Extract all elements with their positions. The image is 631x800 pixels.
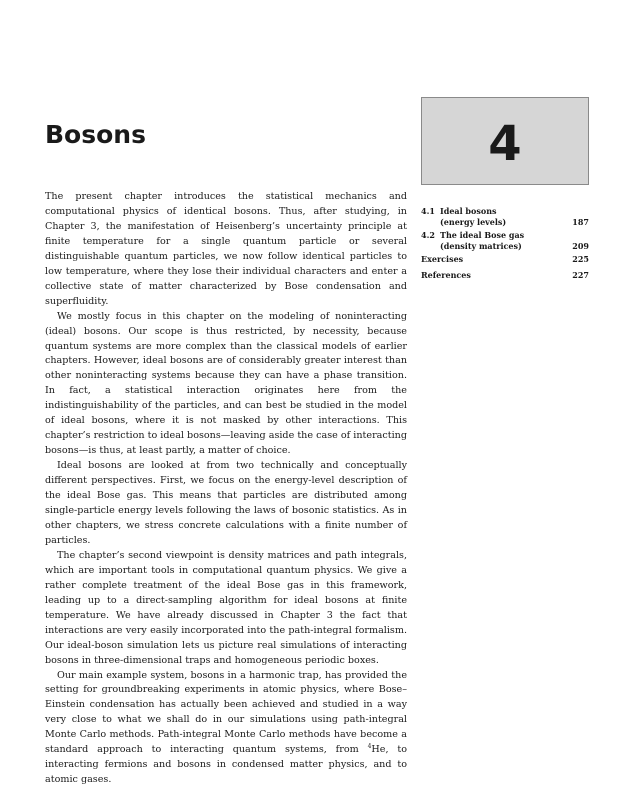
chapter-title: Bosons <box>45 120 146 149</box>
toc-entry-page: 187 <box>572 216 589 227</box>
toc-references-label: References <box>421 269 471 280</box>
toc-entry-number: 4.1 <box>421 206 435 216</box>
body-paragraph: We mostly focus in this chapter on the modeling of noninteracting (ideal) bosons. Our scope is thus restricted, by necessity, because quantum systems are more complex than the classical models of earlier chapters. However, ideal bosons are of considerably greater interest than other noninteracting systems because they can have a phase transition. In fact, a statistical interaction originates here from the indistinguishability of the particles, and can best be studied in the model of ideal bosons, where it is not masked by other interactions. This chapter’s restriction to ideal bosons—leaving aside the case of interacting bosons—is thus, at least partly, a matter of choice. <box>45 310 407 457</box>
toc-entry-references[interactable] <box>421 270 589 281</box>
toc-references-page: 227 <box>572 269 589 280</box>
body-text-segment: Our main example system, bosons in a harmonic trap, has provided the setting for groundbreaking experiments in atomic physics, where Bose–Einstein condensation has actually been achieved and studied in a way very close to what we shall do in our simulations using path-integral Monte Carlo methods. Path-integral Monte Carlo methods have become a standard approach to interacting quantum systems, from <box>45 669 407 756</box>
toc-entry-4-1[interactable] <box>421 206 589 227</box>
body-paragraph-last <box>45 669 407 789</box>
body-paragraph: Ideal bosons are looked at from two technically and conceptually different perspectives. First, we focus on the energy-level description of the ideal Bose gas. This means that particles are distributed among single-particle energy levels following the laws of bosonic statistics. As in other chapters, we stress concrete calculations with a finite number of particles. <box>45 460 407 546</box>
isotope-symbol: He <box>371 744 386 756</box>
body-paragraph: The present chapter introduces the statistical mechanics and computational physics of identical bosons. Thus, after studying, in Chapter 3, the manifestation of Heisenberg’s uncertainty principle at finite temperature for a single quantum particle or several distinguishable quantum particles, we now follow identical particles to low temperature, where they lose their individual characters and enter a collective state of matter characterized by Bose condensation and superfluidity. <box>45 191 407 307</box>
toc-entry-exercises[interactable] <box>421 254 589 265</box>
toc-entry-subtitle: (density matrices) <box>440 240 522 251</box>
toc-entry-4-2[interactable] <box>421 230 589 251</box>
chapter-number: 4 <box>488 116 522 172</box>
body-text-segment: , to interacting fermions and bosons in condensed matter physics, and to atomic gases. <box>45 744 408 786</box>
toc-entry-page: 209 <box>572 240 589 251</box>
chapter-contents <box>421 206 589 285</box>
toc-exercises-page: 225 <box>572 254 589 264</box>
toc-entry-title: Ideal bosons <box>440 206 497 216</box>
toc-exercises-label: Exercises <box>421 254 464 264</box>
isotope-mass-number: 4 <box>367 743 372 751</box>
toc-entry-title: The ideal Bose gas <box>440 230 525 240</box>
toc-entry-subtitle: (energy levels) <box>440 216 507 227</box>
chapter-number-box <box>421 97 589 185</box>
toc-entry-number: 4.2 <box>421 230 435 240</box>
body-paragraph: The chapter’s second viewpoint is density matrices and path integrals, which are important tools in computational quantum physics. We give a rather complete treatment of the ideal Bose gas in this framework, leading up to a direct-sampling algorithm for ideal bosons at finite temperature. We have already discussed in Chapter 3 the fact that interactions are very easily incorporated into the path-integral formalism. Our ideal-boson simulation lets us picture real simulations of interacting bosons in three-dimensional traps and homogeneous periodic boxes. <box>45 549 407 666</box>
chapter-introduction <box>45 190 407 788</box>
